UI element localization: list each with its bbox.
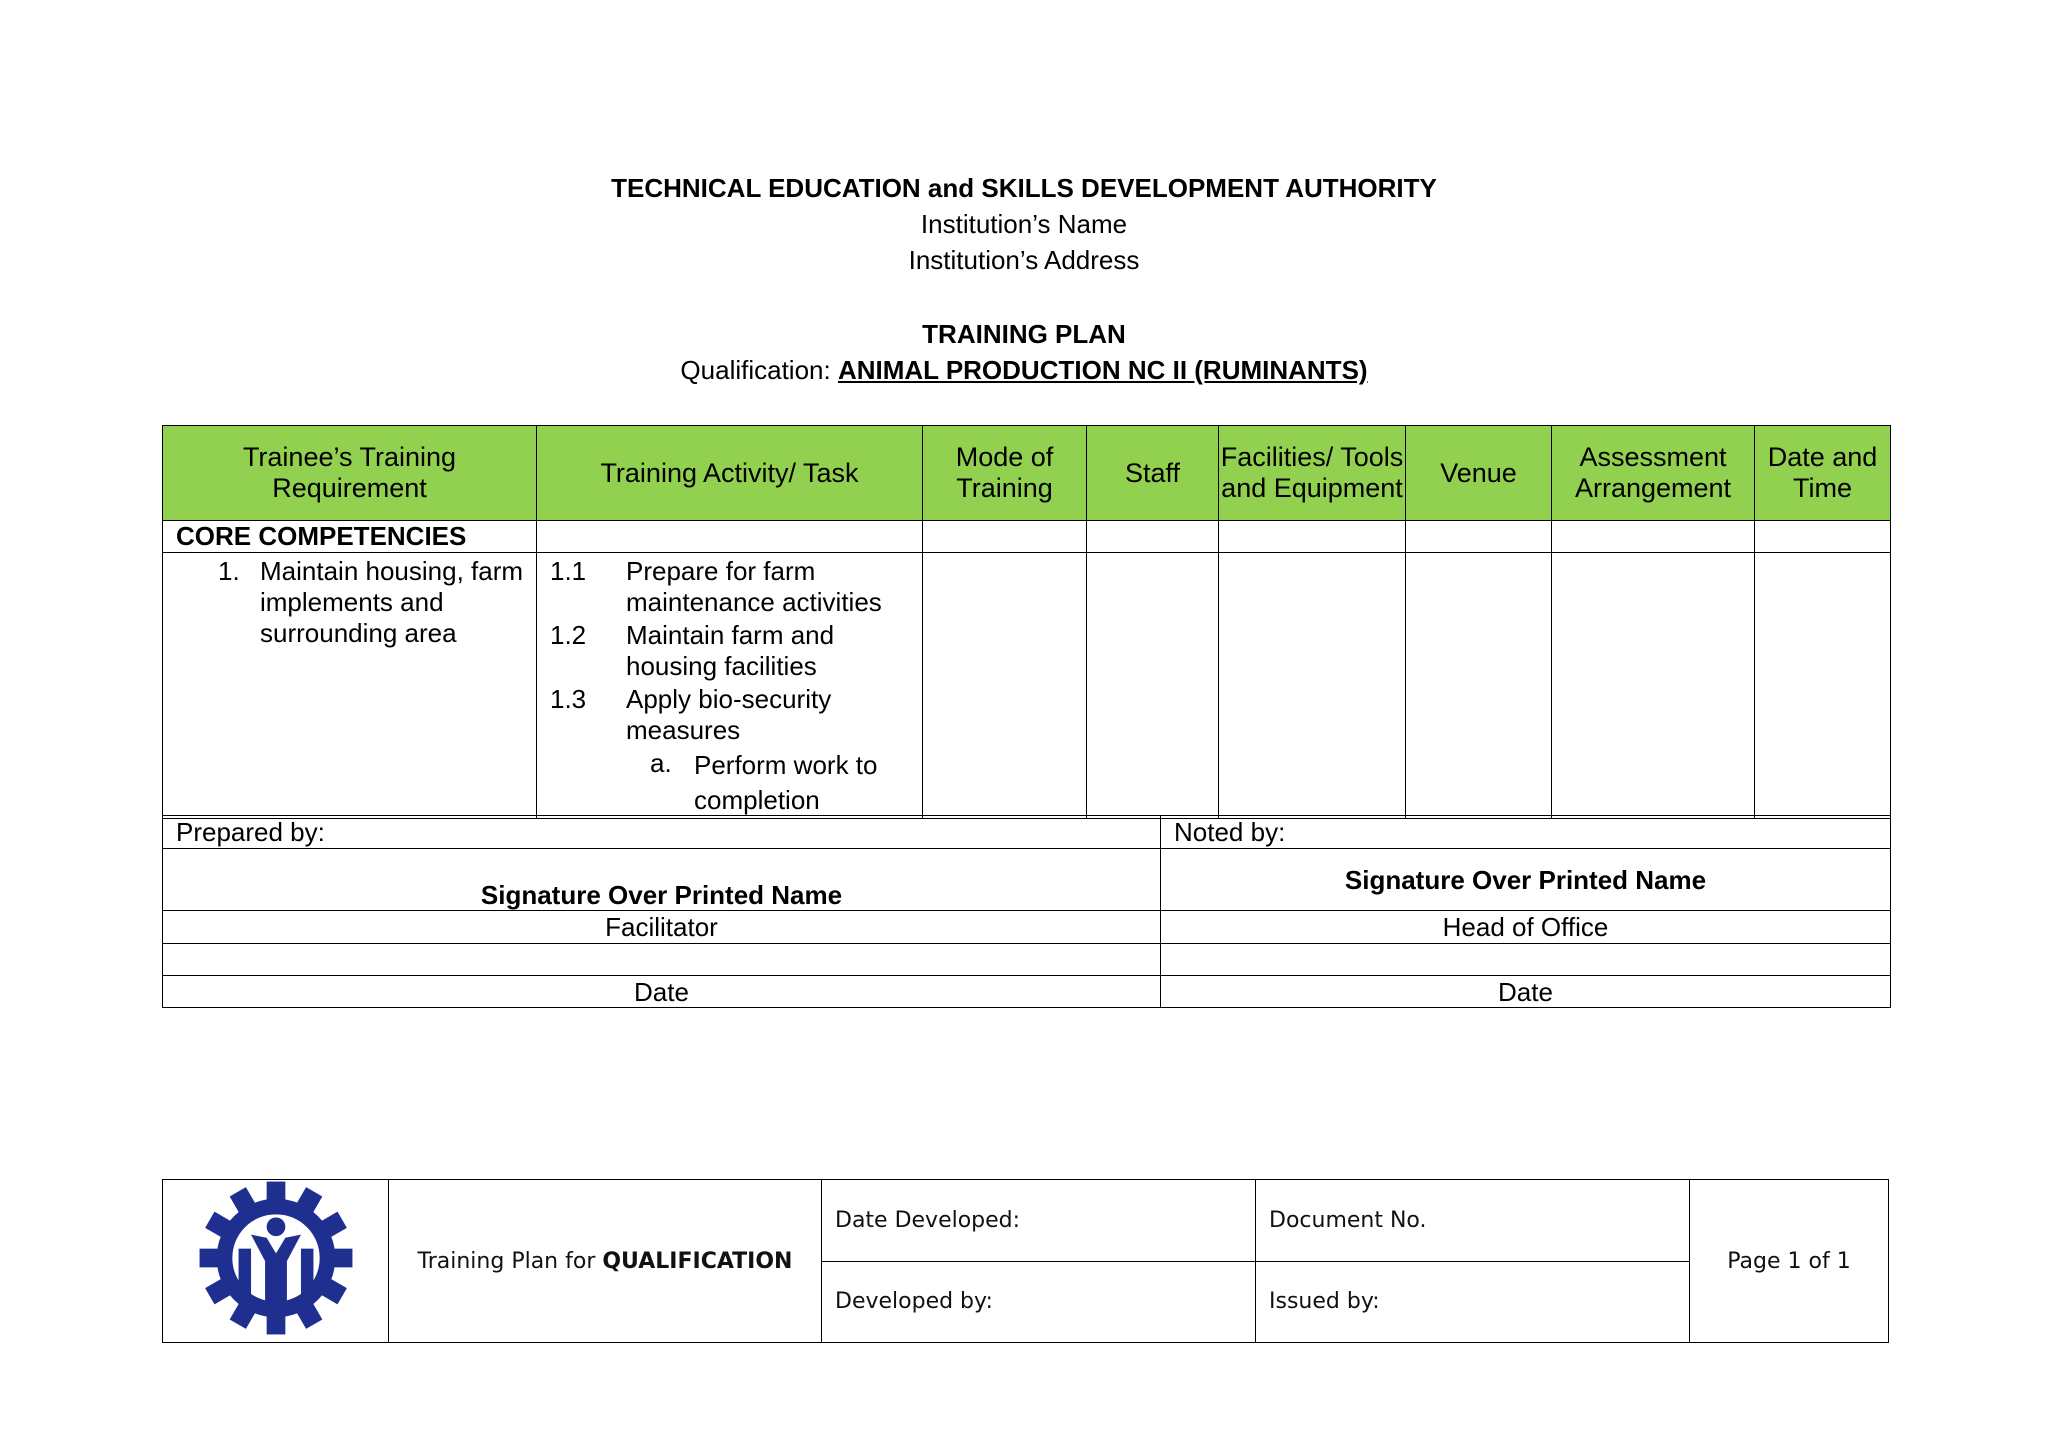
document-footer (162, 1179, 1889, 1343)
assessment-cell (1552, 553, 1755, 819)
document-title: TRAINING PLAN (922, 319, 1126, 349)
head-date-field (1161, 944, 1891, 976)
column-header-facilities: Facilities/ Tools and Equipment (1219, 426, 1406, 521)
document-no-label: Document No. (1256, 1180, 1690, 1262)
column-header-assessment: Assessment Arrangement (1552, 426, 1755, 521)
issued-by-label: Issued by: (1256, 1261, 1690, 1343)
page-indicator: Page 1 of 1 (1690, 1180, 1889, 1343)
table-header-row (163, 426, 1891, 521)
document-header (0, 170, 2048, 388)
activity-text: Prepare for farm maintenance activities (626, 556, 882, 617)
training-plan-table (162, 425, 1891, 819)
activity-cell (537, 553, 923, 819)
footer-title-prefix: Training Plan for (417, 1248, 603, 1274)
date-time-cell (1755, 553, 1891, 819)
agency-name: TECHNICAL EDUCATION and SKILLS DEVELOPMENT AUTHORITY (611, 173, 1437, 203)
activity-number: 1.2 (550, 620, 587, 650)
noted-by-label: Noted by: (1161, 816, 1891, 849)
qualification-label: Qualification: (680, 355, 831, 385)
venue-cell (1406, 553, 1552, 819)
activity-number: 1.1 (550, 556, 587, 586)
date-developed-label: Date Developed: (822, 1180, 1256, 1262)
staff-cell (1087, 553, 1219, 819)
facilities-cell (1219, 553, 1406, 819)
column-header-mode: Mode of Training (923, 426, 1087, 521)
tesda-gear-logo-icon (198, 1180, 354, 1336)
logo-cell (163, 1180, 389, 1343)
column-header-venue: Venue (1406, 426, 1552, 521)
sub-activity-text: Perform work to completion (694, 750, 878, 815)
activity-item (550, 556, 916, 618)
activity-item (550, 684, 916, 746)
qualification-line (0, 352, 2048, 388)
requirement-text: Maintain housing, farm implements and surrounding area (260, 556, 524, 648)
facilitator-signature-line: Signature Over Printed Name (163, 849, 1161, 911)
column-header-staff: Staff (1087, 426, 1219, 521)
facilitator-date-field (163, 944, 1161, 976)
prepared-by-label: Prepared by: (163, 816, 1161, 849)
activity-text: Maintain farm and housing facilities (626, 620, 835, 681)
institution-address: Institution’s Address (908, 245, 1140, 275)
footer-title (389, 1180, 822, 1343)
head-signature-line: Signature Over Printed Name (1161, 849, 1891, 911)
footer-title-qualification: QUALIFICATION (602, 1248, 793, 1274)
column-header-requirement: Trainee’s Training Requirement (163, 426, 537, 521)
signature-table (162, 815, 1891, 1008)
mode-cell (923, 553, 1087, 819)
section-label: CORE COMPETENCIES (163, 521, 537, 553)
activity-number: 1.3 (550, 684, 587, 714)
activity-text: Apply bio-security measures (626, 684, 832, 745)
sub-activity-letter: a. (650, 748, 672, 778)
column-header-date-time: Date and Time (1755, 426, 1891, 521)
requirement-number: 1. (218, 556, 240, 586)
institution-name: Institution’s Name (920, 209, 1128, 239)
head-of-office-role: Head of Office (1161, 911, 1891, 944)
activity-item (550, 620, 916, 682)
requirement-cell (163, 553, 537, 819)
column-header-activity: Training Activity/ Task (537, 426, 923, 521)
developed-by-label: Developed by: (822, 1261, 1256, 1343)
section-row (163, 521, 1891, 553)
sub-activity-item (550, 748, 916, 818)
facilitator-date-label: Date (163, 976, 1161, 1008)
table-row (163, 553, 1891, 819)
qualification-value: ANIMAL PRODUCTION NC II (RUMINANTS) (837, 355, 1368, 385)
facilitator-role: Facilitator (163, 911, 1161, 944)
head-date-label: Date (1161, 976, 1891, 1008)
